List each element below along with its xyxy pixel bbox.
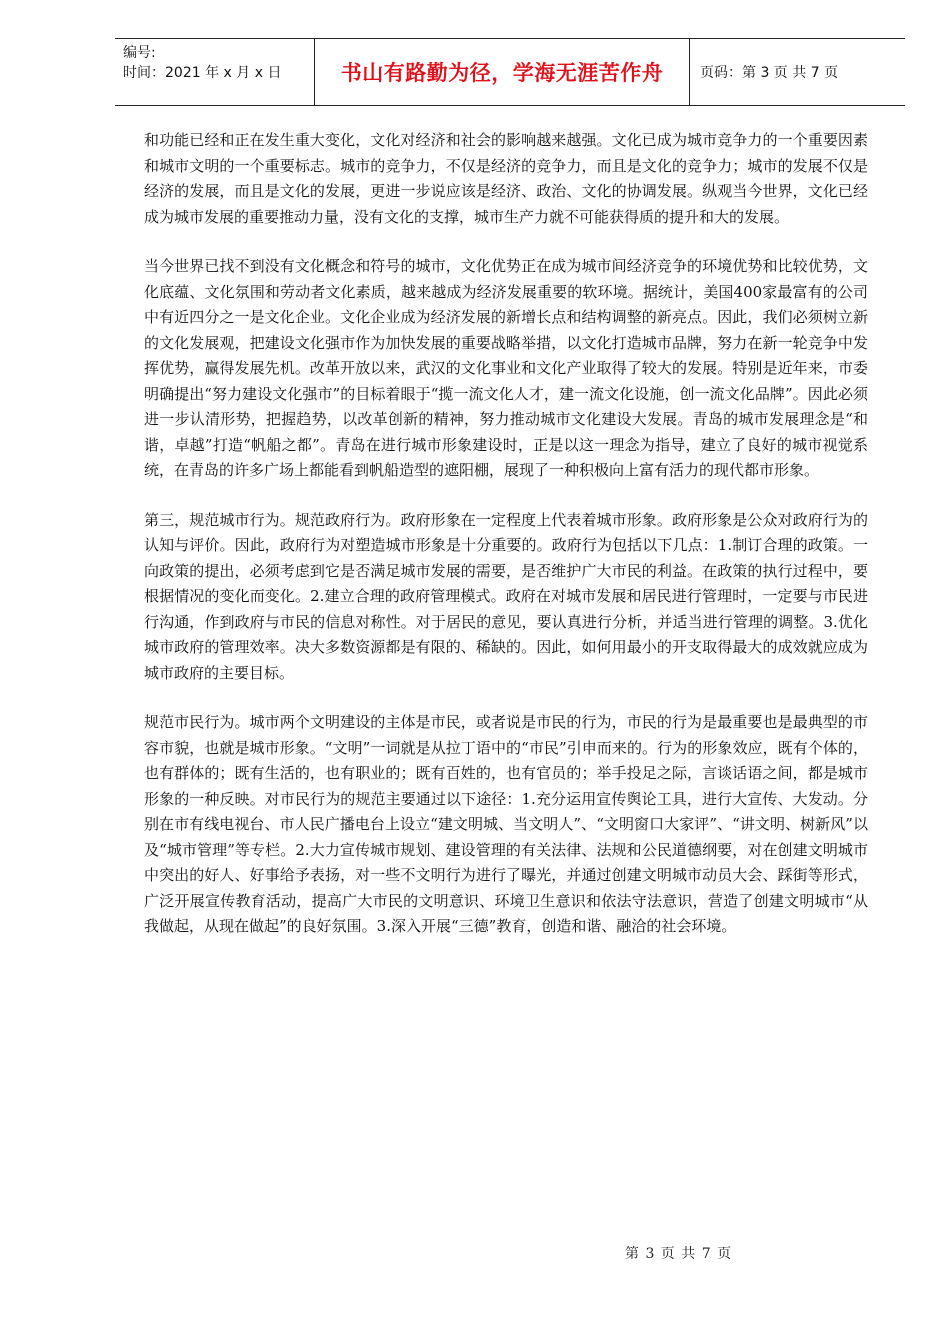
document-header xyxy=(115,38,905,106)
time-line: 时间：2021 年 x 月 x 日 xyxy=(123,65,282,81)
header-motto: 书山有路勤为径，学海无涯苦作舟 xyxy=(315,39,690,105)
paragraph: 当今世界已找不到没有文化概念和符号的城市，文化优势正在成为城市间经济竞争的环境优势和比较优势，文化底蕴、文化氛围和劳动者文化素质，越来越成为经济发展重要的软环境。据统计，美国400家最富有的公司中有近四分之一是文化企业。文化企业成为经济发展的新增长点和结构调整的新亮点。因此，我们必须树立新的文化发展观，把建设文化强市作为加快发展的重要战略举措，以文化打造城市品牌，努力在新一轮竞争中发挥优势，赢得发展先机。改革开放以来，武汉的文化事业和文化产业取得了较大的发展。特别是近年来，市委明确提出“努力建设文化强市”的目标着眼于“揽一流文化人才，建一流文化设施，创一流文化品牌”。因此必须进一步认清形势，把握趋势，以改革创新的精神，努力推动城市文化建设大发展。青岛的城市发展理念是“和谐，卓越”打造“帆船之都”。青岛在进行城市形象建设时，正是以这一理念为指导，建立了良好的城市视觉系统，在青岛的许多广场上都能看到帆船造型的遮阳棚，展现了一种积极向上富有活力的现代都市形象。 xyxy=(144,257,868,479)
paragraph: 规范市民行为。城市两个文明建设的主体是市民，或者说是市民的行为，市民的行为是最重要也是最典型的市容市貌，也就是城市形象。“文明”一词就是从拉丁语中的“市民”引申而来的。行为的形象效应，既有个体的，也有群体的；既有生活的，也有职业的；既有百姓的，也有官员的；举手投足之际，言谈话语之间，都是城市形象的一种反映。对市民行为的规范主要通过以下途径：1.充分运用宣传舆论工具，进行大宣传、大发动。分别在市有线电视台、市人民广播电台上设立“建文明城、当文明人”、“文明窗口大家评”、“讲文明、树新风”以及“城市管理”等专栏。2.大力宣传城市规划、建设管理的有关法律、法规和公民道德纲要，对在创建文明城市中突出的好人、好事给予表扬，对一些不文明行为进行了曝光，并通过创建文明城市动员大会、踩街等形式，广泛开展宣传教育活动，提高广大市民的文明意识、环境卫生意识和依法守法意识，营造了创建文明城市“从我做起，从现在做起”的良好氛围。3.深入开展“三德”教育，创造和谐、融洽的社会环境。 xyxy=(144,713,868,935)
document-body xyxy=(144,128,868,964)
paragraph: 和功能已经和正在发生重大变化，文化对经济和社会的影响越来越强。文化已成为城市竞争力的一个重要因素和城市文明的一个重要标志。城市的竞争力，不仅是经济的竞争力，而且是文化的竞争力；城市的发展不仅是经济的发展，而且是文化的发展，更进一步说应该是经济、政治、文化的协调发展。纵观当今世界，文化已经成为城市发展的重要推动力量，没有文化的支撑，城市生产力就不可能获得质的提升和大的发展。 xyxy=(144,131,868,226)
number-label: 编号: xyxy=(123,45,156,61)
header-page-number: 页码：第 3 页 共 7 页 xyxy=(700,65,839,81)
paragraph: 第三，规范城市行为。规范政府行为。政府形象在一定程度上代表着城市形象。政府形象是公众对政府行为的认知与评价。因此，政府行为对塑造城市形象是十分重要的。政府行为包括以下几点：1.制订合理的政策。一向政策的提出，必须考虑到它是否满足城市发展的需要，是否维护广大市民的利益。在政策的执行过程中，要根据情况的变化而变化。2.建立合理的政府管理模式。政府在对城市发展和居民进行管理时，一定要与市民进行沟通，作到政府与市民的信息对称性。对于居民的意见，要认真进行分析，并适当进行管理的调整。3.优化城市政府的管理效率。决大多数资源都是有限的、稀缺的。因此，如何用最小的开支取得最大的成效就应成为城市政府的主要目标。 xyxy=(144,510,868,682)
footer-page-number: 第 3 页 共 7 页 xyxy=(625,1246,733,1262)
header-meta xyxy=(115,39,315,105)
